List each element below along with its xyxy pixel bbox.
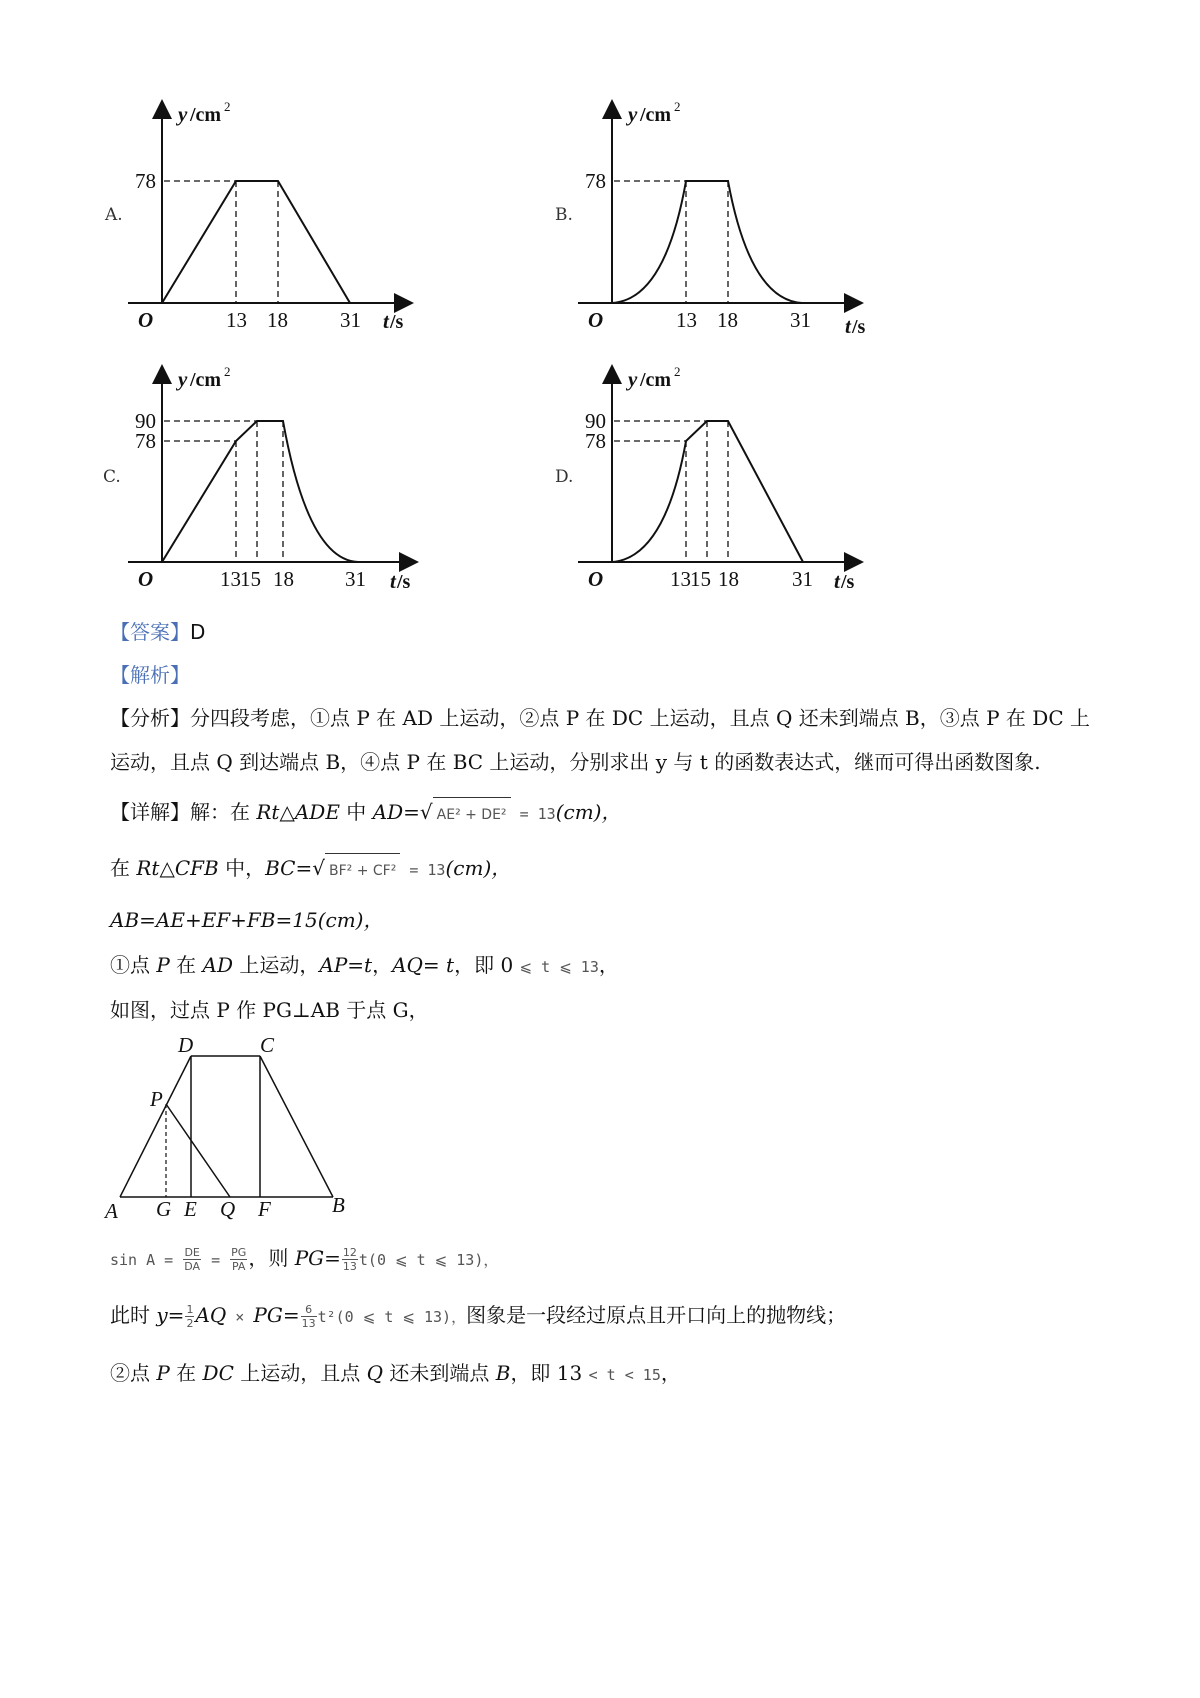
text: = [295,856,313,880]
math: sin A = [110,1251,183,1269]
svg-text:90: 90 [135,409,156,433]
text: 在 [169,953,203,977]
option-b-label: B. [555,205,573,225]
y-axis-label-sup: 2 [224,99,231,114]
denominator: 2 [186,1317,194,1330]
fenxi-tag: 【分析】 [110,706,190,730]
text: = [403,800,420,824]
svg-text:31: 31 [790,308,811,332]
text: y [156,1303,168,1327]
svg-text:78: 78 [135,429,156,453]
math: (0 ⩽ t ⩽ 13)， [335,1308,467,1326]
numerator: 6 [301,1303,317,1317]
math: = 13 [510,805,556,823]
svg-text:18: 18 [718,567,739,591]
math: t [358,1251,368,1269]
text: PG [294,1246,325,1270]
option-c-label: C. [103,467,121,487]
svg-text:31: 31 [792,567,813,591]
numerator: DE [184,1246,200,1259]
detail-line-6 [110,1243,498,1275]
function-curve [612,181,802,303]
text: P [156,1361,170,1385]
x-tick-18: 18 [267,308,288,332]
text: ， [660,1361,681,1385]
svg-text:C: C [260,1033,275,1057]
denominator: 13 [342,1260,357,1273]
text: 还未到端点 [383,1361,496,1385]
text: BC [265,856,296,880]
text: Rt△ADE [256,800,340,824]
svg-text:y: y [628,367,638,391]
text: 此时 [110,1303,157,1327]
math: ⩽ t ⩽ 13 [519,958,599,976]
text: ， [598,953,619,977]
text: 中 [339,800,373,824]
detail-line-8 [110,1358,681,1390]
svg-text:D: D [178,1033,194,1057]
text: PG [253,1303,283,1327]
svg-text:18: 18 [717,308,738,332]
svg-text:/s: /s [852,316,866,338]
fraction-12-13 [342,1246,358,1273]
svg-text:90: 90 [585,409,606,433]
detail-line-3: AB=AE+EF+FB=15(cm)， [110,908,384,932]
svg-text:/s: /s [397,571,411,593]
answer-value: D [190,620,206,644]
svg-text:2: 2 [674,364,681,379]
svg-text:G: G [156,1197,172,1221]
math: = [202,1251,230,1269]
origin-label: O [138,308,154,332]
denominator: DA [184,1260,201,1273]
svg-text:O: O [588,567,604,591]
text: 在 [169,1361,203,1385]
text: AP=t [319,953,373,977]
math: (0 ⩽ t ⩽ 13)， [367,1251,499,1269]
svg-text:/cm: /cm [640,369,672,391]
x-tick-31: 31 [340,308,361,332]
sqrt-expression: √ BF² + CF² [312,853,400,886]
fenxi-text-2: 运动，且点 Q 到达端点 B，④点 P 在 BC 上运动，分别求出 y 与 t 的函数表达式，继而可得出函数图象. [110,750,1041,774]
svg-text:t: t [390,569,396,593]
option-d-label: D. [555,467,574,487]
math: = 13 [400,861,446,879]
detail-line-4 [110,950,619,982]
svg-text:y: y [178,367,188,391]
text: AD [202,953,234,977]
numerator: 12 [342,1246,357,1259]
svg-text:2: 2 [224,364,231,379]
fenxi-line-1 [110,703,1090,733]
text: ，则 [248,1246,295,1270]
svg-text:/cm: /cm [640,104,672,126]
svg-text:F: F [258,1197,271,1221]
numerator: 1 [186,1303,194,1316]
text: 图象是一段经过原点且开口向上的抛物线； [466,1303,847,1327]
svg-text:/s: /s [841,571,855,593]
fraction-pg-pa [230,1246,247,1273]
svg-text:/cm: /cm [190,369,222,391]
svg-text:13: 13 [670,567,691,591]
fraction-half [185,1303,194,1330]
svg-text:2: 2 [674,99,681,114]
text: 上运动， [233,953,320,977]
math: × [226,1308,254,1326]
y-tick-78: 78 [135,169,156,193]
x-axis-label-unit: /s [390,311,404,333]
denominator: PA [232,1260,246,1273]
svg-text:A: A [105,1199,118,1223]
svg-text:31: 31 [345,567,366,591]
text: ， [372,953,393,977]
detail-line-5: 如图，过点 P 作 PG⊥AB 于点 G， [110,998,429,1022]
text: ，即 0 [454,953,520,977]
analysis-tag: 【解析】 [110,663,190,687]
svg-text:15: 15 [240,567,261,591]
detail-line-7 [110,1300,846,1332]
text: Q [366,1361,384,1385]
numerator: PG [231,1246,247,1259]
text: ，即 13 [510,1361,589,1385]
fraction-6-13 [301,1303,317,1330]
svg-text:O: O [138,567,154,591]
text: AQ= t [392,953,455,977]
text: = [324,1246,341,1270]
text: (cm)， [555,800,622,824]
svg-text:t: t [845,314,851,338]
answer-line [110,617,205,647]
text: 上运动，且点 [233,1361,367,1385]
svg-text:78: 78 [585,169,606,193]
fraction-de-da [183,1246,201,1273]
sqrt-expression: √ AE² + DE² [420,797,511,830]
detail-line-2 [110,853,511,886]
svg-text:15: 15 [690,567,711,591]
text: B [495,1361,511,1385]
svg-text:O: O [588,308,604,332]
sqrt-content: BF² + CF² [325,853,400,886]
text: AD [372,800,404,824]
text: 解：在 [190,800,257,824]
svg-text:13: 13 [220,567,241,591]
math: < t < 15 [588,1366,661,1384]
text: ②点 [110,1361,157,1385]
answer-tag: 【答案】 [110,620,190,644]
math: t² [317,1308,336,1326]
graph-option-c [120,360,430,614]
detail-line-1 [110,797,621,830]
text: P [156,953,170,977]
svg-text:y: y [628,102,638,126]
text: AQ [195,1303,227,1327]
fenxi-text-1: 分四段考虑，①点 P 在 AD 上运动，②点 P 在 DC 上运动，且点 Q 还未到端点 B，③点 P 在 DC 上 [190,706,1090,730]
svg-text:E: E [184,1197,197,1221]
denominator: 13 [301,1317,316,1330]
sqrt-content: AE² + DE² [433,797,511,830]
analysis-line [110,660,190,690]
svg-text:t: t [834,569,840,593]
text: = [167,1303,185,1327]
text: (cm)， [445,856,512,880]
graph-option-a [120,95,430,349]
text: 中， [218,856,266,880]
function-curve [162,421,358,562]
svg-text:78: 78 [585,429,606,453]
text: = [282,1303,300,1327]
svg-text:B: B [332,1193,345,1217]
text: ①点 [110,953,157,977]
svg-text:13: 13 [676,308,697,332]
text: Rt△CFB [136,856,219,880]
graph-option-d [570,360,880,614]
function-curve [162,181,350,303]
svg-text:Q: Q [220,1197,236,1221]
y-axis-label-y: y [178,102,188,126]
svg-text:P: P [150,1087,163,1111]
x-axis-label-t: t [383,309,389,333]
graph-option-b [570,95,880,349]
option-a-label: A. [105,205,123,225]
svg-text:18: 18 [273,567,294,591]
y-axis-label-unit: /cm [190,104,222,126]
text: DC [202,1361,234,1385]
trapezoid-figure [100,1030,360,1234]
detail-tag: 【详解】 [110,800,190,824]
fenxi-line-2 [110,747,1041,777]
text: 在 [110,856,137,880]
x-tick-13: 13 [226,308,247,332]
